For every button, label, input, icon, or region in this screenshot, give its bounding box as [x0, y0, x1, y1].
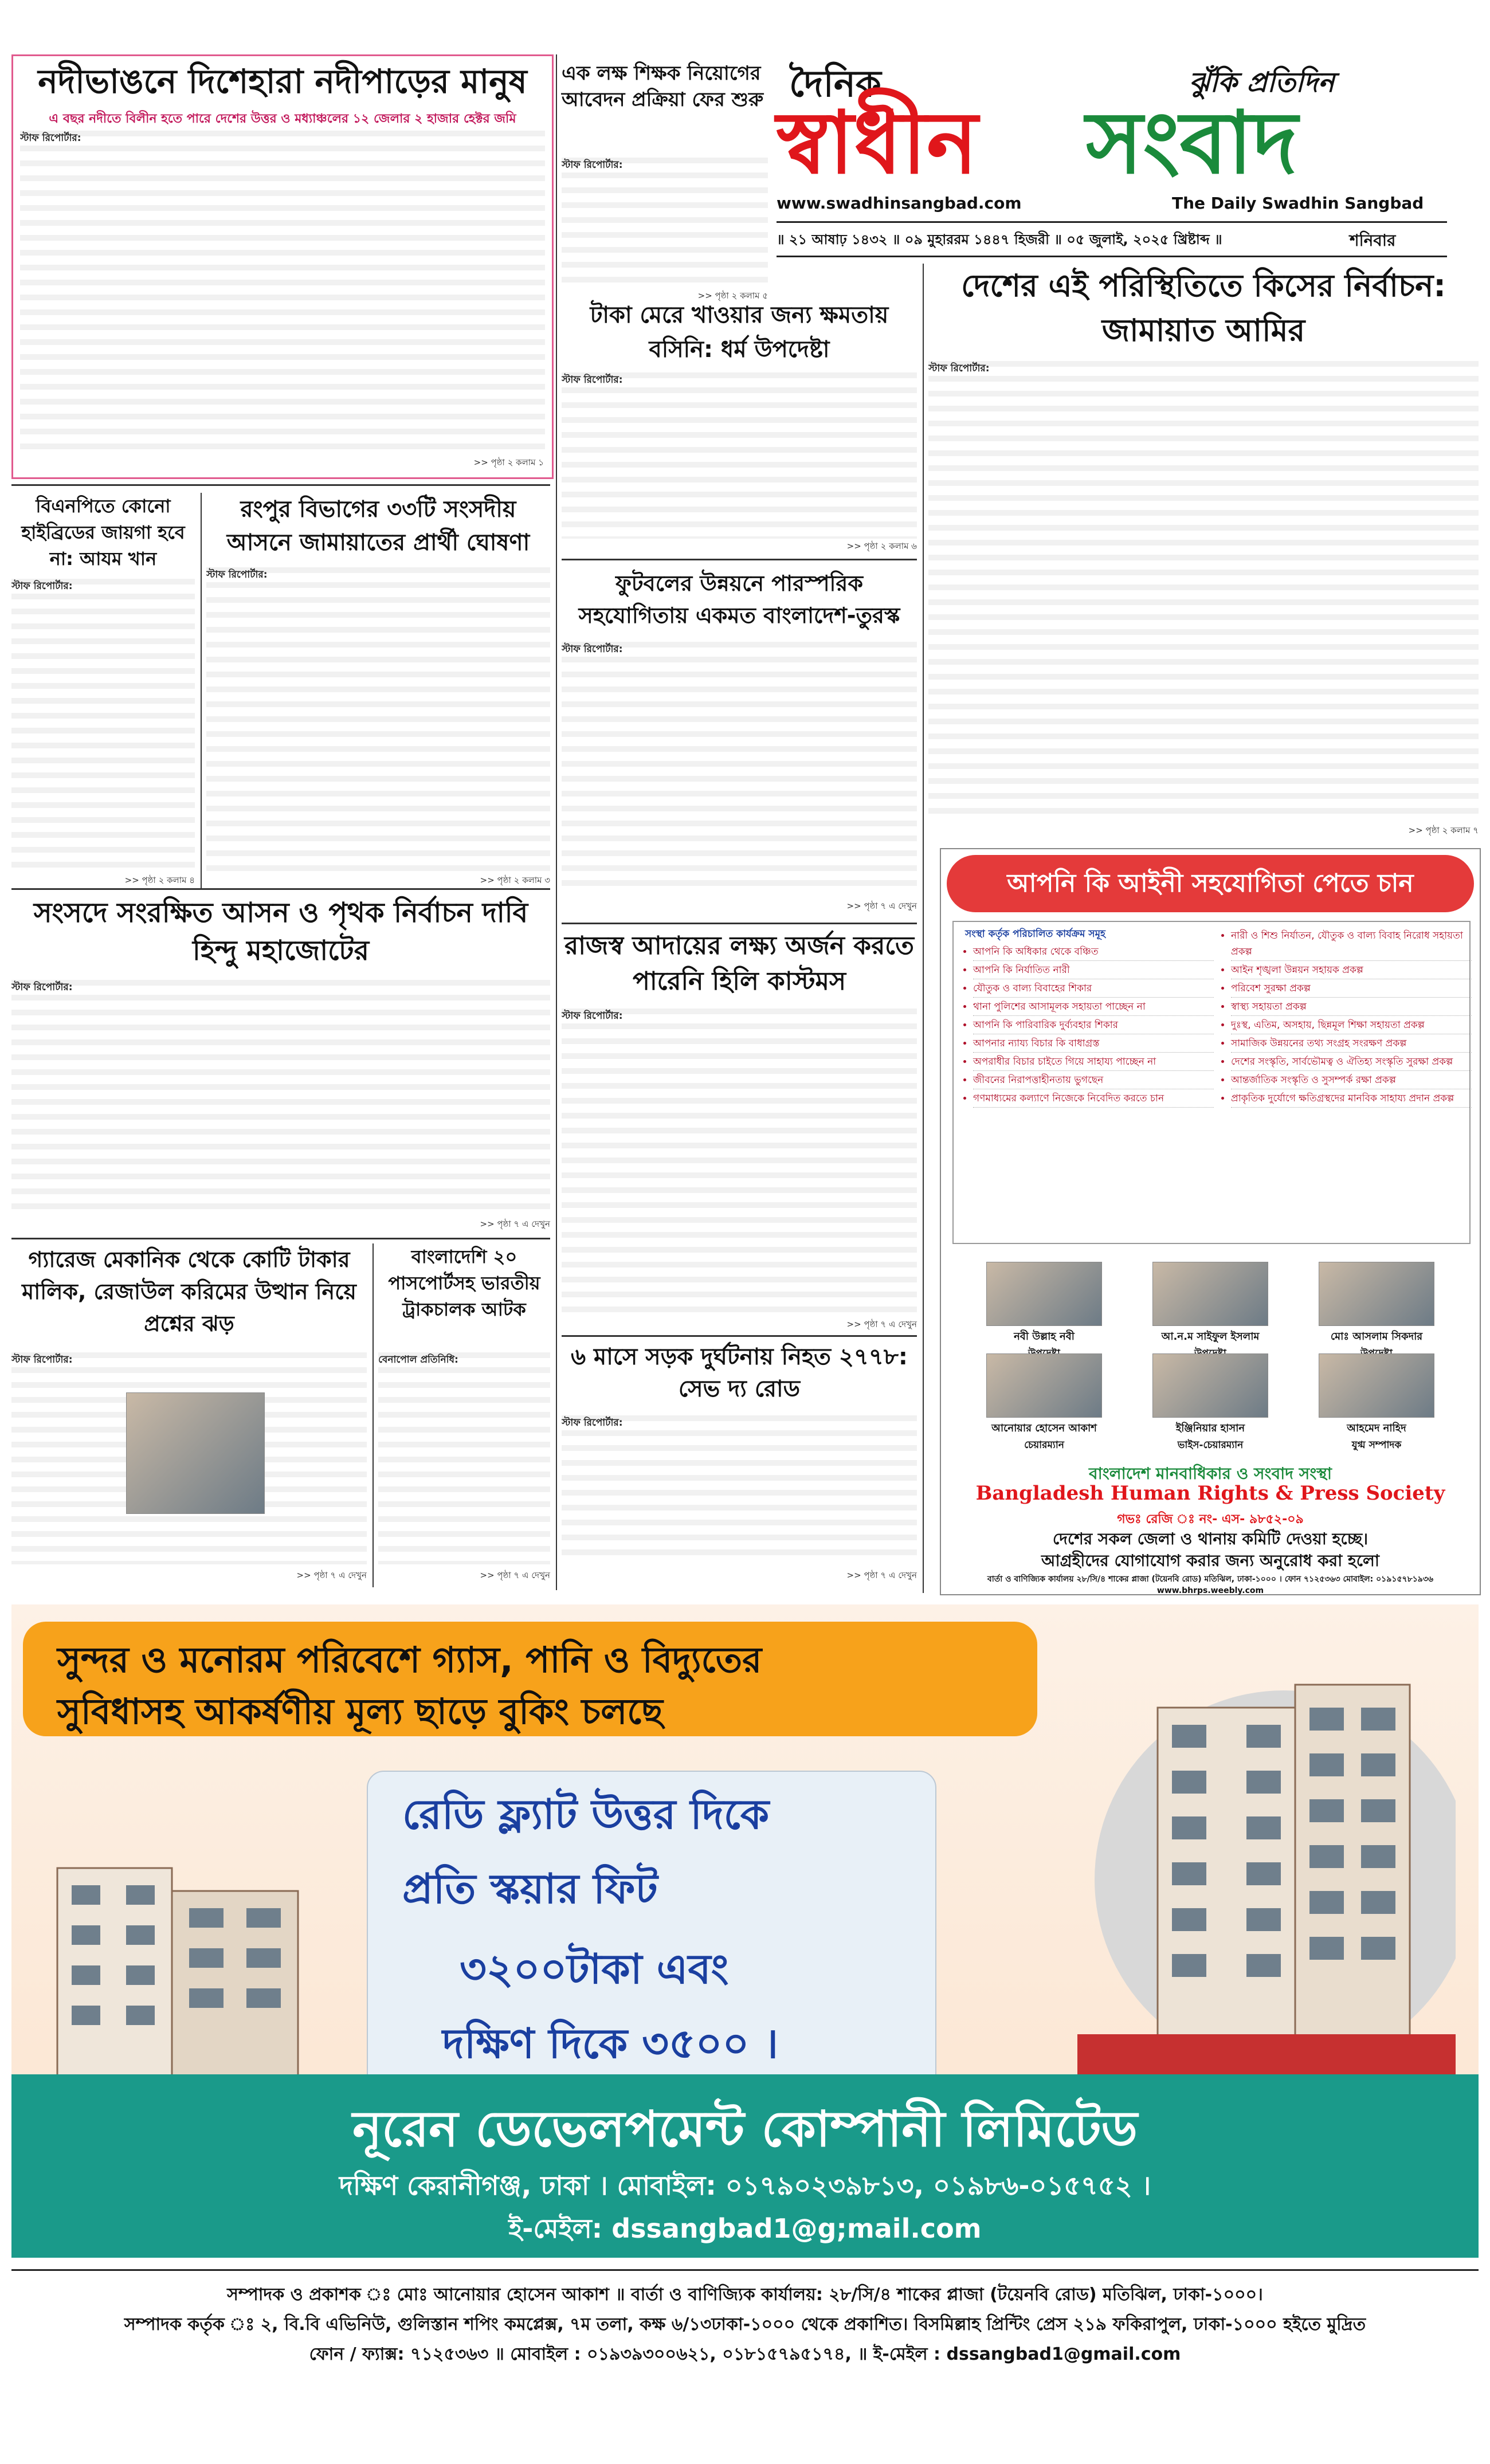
teacher-more[interactable]: >> পৃষ্ঠা ২ কলাম ৫: [697, 291, 768, 301]
hr-banner-text: আপনি কি আইনী সহযোগিতা পেতে চান: [1007, 869, 1414, 898]
adviser-byline: স্টাফ রিপোর্টার:: [562, 374, 623, 386]
realestate-ad: [11, 1604, 1479, 2258]
garage-title[interactable]: গ্যারেজ মেকানিক থেকে কোটি টাকার মালিক, রেজাউল করিমের উত্থান নিয়ে প্রশ্নের ঝড়: [22, 1247, 356, 1336]
adviser-title[interactable]: টাকা মেরে খাওয়ার জন্য ক্ষমতায় বসিনি: ধর্ম উপদেষ্টা: [590, 302, 889, 363]
hr-person-name: আহমেদ নাহিদ: [1347, 1422, 1406, 1434]
road-more[interactable]: >> পৃষ্ঠা ৭ এ দেখুন: [846, 1570, 917, 1580]
article-revenue: [562, 928, 917, 1335]
hr-right-item: • পরিবেশ সুরক্ষা প্রকল্প: [1231, 981, 1472, 998]
teacher-body: [562, 158, 768, 284]
hr-banner: [947, 855, 1474, 912]
hr-person-photo: [986, 1353, 1102, 1418]
human-rights-ad: [940, 848, 1481, 1595]
football-byline: স্টাফ রিপোর্টার:: [562, 644, 623, 655]
realestate-offer1: রেডি ফ্ল্যাট উত্তর দিকে: [402, 1790, 770, 1838]
building-illustration-left: [23, 1845, 344, 2097]
hr-person-card: [1142, 1262, 1279, 1365]
river-title[interactable]: নদীভাঙনে দিশেহারা নদীপাড়ের মানুষ: [38, 62, 527, 101]
garage-more[interactable]: >> পৃষ্ঠা ৭ এ দেখুন: [296, 1570, 367, 1580]
passport-title[interactable]: বাংলাদেশি ২০ পাসপোর্টসহ ভারতীয় ট্রাকচালক আটক: [388, 1246, 540, 1320]
teacher-title[interactable]: এক লক্ষ শিক্ষক নিয়োগের আবেদন প্রক্রিয়া ফের শুরু: [562, 62, 764, 111]
river-subtitle: এ বছর নদীতে বিলীন হতে পারে দেশের উত্তর ও মধ্যাঞ্চলের ১২ জেলার ২ হাজার হেক্টর জমি: [49, 112, 516, 126]
hr-web[interactable]: www.bhrps.weebly.com: [1156, 1586, 1264, 1595]
football-more[interactable]: >> পৃষ্ঠা ৭ এ দেখুন: [846, 901, 917, 911]
rangpur-body: [206, 567, 550, 871]
article-road: [562, 1341, 917, 1587]
hr-person-role: যুগ্ম সম্পাদক: [1351, 1439, 1402, 1451]
hr-contact: [947, 1572, 1474, 1595]
hr-person-role: চেয়ারম্যান: [1024, 1439, 1064, 1451]
hr-left-item: • আপনি কি অধিকার থেকে বঞ্চিত: [973, 944, 1214, 961]
hr-person-photo: [1319, 1262, 1434, 1326]
hr-person-card: [1308, 1353, 1445, 1457]
hr-person-name: মোঃ আসলাম সিকদার: [1330, 1331, 1423, 1343]
masthead-tagline: ঝুঁকি প্রতিদিন: [1189, 66, 1335, 99]
hr-person-photo: [986, 1262, 1102, 1326]
realestate-headline-box: [23, 1622, 1037, 1736]
article-adviser: [562, 298, 917, 550]
article-river: [11, 54, 554, 479]
jamaat-body: [928, 361, 1479, 819]
hr-contact-text: বার্তা ও বাণিজ্যিক কার্যালয় ২৮/সি/৪ শাকের প্লাজা (টয়েনবি রোড) মতিঝিল, ঢাকা-১০০০ । ফোন ৭১২৫৩৬৩ মোবাইল: ০১৯১৫৭৮১৯৩৬: [987, 1575, 1434, 1584]
hr-org-en: Bangladesh Human Rights & Press Society: [975, 1482, 1445, 1505]
river-body: [20, 131, 545, 452]
road-body: [562, 1415, 917, 1564]
masthead-name-left: স্বাধীন: [777, 93, 978, 193]
hr-left-item: • যৌতুক ও বাল্য বিবাহের শিকার: [973, 981, 1214, 998]
hr-right-item: • নারী ও শিশু নির্যাতন, যৌতুক ও বাল্য বিবাহ নিরোধ সহায়তা প্রকল্প: [1231, 928, 1472, 961]
jamaat-more[interactable]: >> পৃষ্ঠা ২ কলাম ৭: [1408, 825, 1479, 835]
hr-right-item: • দেশের সংস্কৃতি, সার্বভৌমত্ব ও ঐতিহ্য সংস্কৃতি সুরক্ষা প্রকল্প: [1231, 1054, 1472, 1071]
hr-list-box: [952, 921, 1471, 1244]
hindu-body: [11, 980, 550, 1215]
revenue-byline: স্টাফ রিপোর্টার:: [562, 1010, 623, 1022]
article-garage: [11, 1243, 367, 1587]
river-more[interactable]: >> পৃষ্ঠা ২ কলাম ১: [473, 457, 544, 468]
hr-org-bn: বাংলাদেশ মানবাধিকার ও সংবাদ সংস্থা: [1089, 1464, 1332, 1483]
revenue-more[interactable]: >> পৃষ্ঠা ৭ এ দেখুন: [846, 1319, 917, 1329]
hr-right-item: • সামাজিক উন্নয়নের তথ্য সংগ্রহ সংরক্ষণ প্রকল্প: [1231, 1036, 1472, 1053]
article-rangpur: [206, 493, 550, 894]
hr-left-item: • গণমাধ্যমের কল্যাণে নিজেকে নিবেদিত করতে চান: [973, 1091, 1214, 1108]
football-title[interactable]: ফুটবলের উন্নয়নে পারস্পরিক সহযোগিতায় একমত বাংলাদেশ-তুরস্ক: [578, 571, 900, 628]
hr-right-item: • প্রাকৃতিক দুর্যোগে ক্ষতিগ্রস্থদের মানবিক সাহায্য প্রদান প্রকল্প: [1231, 1091, 1472, 1108]
building-illustration: [1077, 1662, 1456, 2086]
hindu-title[interactable]: সংসদে সংরক্ষিত আসন ও পৃথক নির্বাচন দাবি হিন্দু মহাজোটের: [33, 897, 528, 967]
passport-byline: বেনাপোল প্রতিনিধি:: [378, 1354, 458, 1366]
hr-right-item: • আইন শৃঙ্খলা উন্নয়ন সহায়ক প্রকল্প: [1231, 963, 1472, 979]
hr-list-title: সংস্থা কর্তৃক পরিচালিত কার্যক্রম সমূহ: [965, 928, 1105, 940]
football-body: [562, 642, 917, 894]
hr-person-photo: [1152, 1262, 1268, 1326]
masthead-website[interactable]: www.swadhinsangbad.com: [777, 194, 1022, 213]
footer-line2: সম্পাদক কর্তৃক ঃ ২, বি.বি এভিনিউ, গুলিস্তান শপিং কমপ্লেক্স, ৭ম তলা, কক্ষ ৬/১৩ঢাকা-১০০০ থেকে প্রকাশিত। বিসমিল্লাহ প্রিন্টিং প্রেস ২১৯ ফকিরাপুল, ঢাকা-১০০০ হইতে মুদ্রিত: [124, 2314, 1366, 2334]
revenue-body: [562, 1009, 917, 1312]
hr-right-item: • দুঃস্থ, এতিম, অসহায়, ছিন্নমূল শিক্ষা সহায়তা প্রকল্প: [1231, 1018, 1472, 1034]
hr-left-item: • জীবনের নিরাপত্তাহীনতায় ভুগছেন: [973, 1073, 1214, 1089]
hr-left-item: • থানা পুলিশের আসামূলক সহায়তা পাচ্ছেন না: [973, 999, 1214, 1016]
hr-person-name: আনোয়ার হোসেন আকাশ: [991, 1422, 1097, 1434]
hr-person-photo: [1319, 1353, 1434, 1418]
hr-line1: দেশের সকল জেলা ও থানায় কমিটি দেওয়া হচ্ছে।: [1052, 1529, 1369, 1548]
adviser-more[interactable]: >> পৃষ্ঠা ২ কলাম ৬: [846, 541, 917, 551]
realestate-address: দক্ষিণ কেরানীগঞ্জ, ঢাকা । মোবাইল: ০১৭৯০২৩৯৮১৩, ০১৯৮৬-০১৫৭৫২ ।: [339, 2170, 1151, 2201]
hr-line2: আগ্রহীদের যোগাযোগ করার জন্য অনুরোধ করা হলো: [1041, 1551, 1379, 1570]
realestate-company-box: [11, 2074, 1479, 2258]
masthead-day: শনিবার: [1350, 231, 1396, 250]
hr-person-name: ইঞ্জিনিয়ার হাসান: [1175, 1422, 1245, 1434]
hr-person-photo: [1152, 1353, 1268, 1418]
article-passport: [378, 1243, 550, 1587]
passport-body: [378, 1352, 550, 1564]
hr-person-role: ভাইস-চেয়ারম্যান: [1177, 1439, 1244, 1451]
bnp-title[interactable]: বিএনপিতে কোনো হাইব্রিডের জায়গা হবে না: আযম খান: [21, 495, 185, 570]
river-byline: স্টাফ রিপোর্টার:: [20, 132, 81, 144]
jamaat-title[interactable]: দেশের এই পরিস্থিতিতে কিসের নির্বাচন: জামায়াত আমির: [961, 268, 1446, 348]
realestate-offer3: ৩২০০টাকা এবং: [460, 1945, 729, 1993]
hr-person-card: [1142, 1353, 1279, 1457]
masthead-daily: দৈনিক: [789, 63, 881, 105]
rangpur-title[interactable]: রংপুর বিভাগের ৩৩টি সংসদীয় আসনে জামায়াতের প্রার্থী ঘোষণা: [226, 496, 530, 556]
rangpur-more[interactable]: >> পৃষ্ঠা ২ কলাম ৩: [480, 875, 550, 885]
footer-line3: ফোন / ফ্যাক্স: ৭১২৫৩৬৩ ॥ মোবাইল : ০১৯৩৯৩০০৬২১, ০১৮১৫৭৯৫১৭৪, ॥ ই-মেইল : dssangbad1@gmail.com: [309, 2344, 1181, 2364]
realestate-headline2: সুবিধাসহ আকর্ষণীয় মূল্য ছাড়ে বুকিং চলছে: [57, 1690, 663, 1732]
passport-more[interactable]: >> পৃষ্ঠা ৭ এ দেখুন: [480, 1570, 550, 1580]
hr-person-name: আ.ন.ম সাইফুল ইসলাম: [1161, 1331, 1260, 1343]
realestate-headline1: সুন্দর ও মনোরম পরিবেশে গ্যাস, পানি ও বিদ্যুতের: [57, 1639, 762, 1681]
garage-photo: [126, 1392, 265, 1514]
realestate-offer2: প্রতি স্কয়ার ফিট: [402, 1865, 658, 1913]
hr-right-item: • স্বাস্থ্য সহায়তা প্রকল্প: [1231, 999, 1472, 1016]
road-byline: স্টাফ রিপোর্টার:: [562, 1417, 623, 1429]
teacher-byline: স্টাফ রিপোর্টার:: [562, 159, 623, 171]
hr-person-name: নবী উল্লাহ নবী: [1014, 1331, 1075, 1343]
hindu-more[interactable]: >> পৃষ্ঠা ৭ এ দেখুন: [480, 1219, 550, 1229]
hr-left-list: [959, 943, 1214, 1109]
masthead-english-name: The Daily Swadhin Sangbad: [1172, 194, 1424, 213]
footer: [11, 2269, 1479, 2453]
hr-person-card: [975, 1353, 1113, 1457]
realestate-offer-box: [367, 1771, 936, 2094]
article-jamaat: [928, 264, 1479, 842]
realestate-company: নূরেন ডেভেলপমেন্ট কোম্পানী লিমিটেড: [352, 2101, 1138, 2158]
garage-byline: স্টাফ রিপোর্টার:: [11, 1354, 73, 1366]
hr-person-card: [1308, 1262, 1445, 1365]
masthead-name-right: সংবাদ: [1086, 93, 1298, 193]
bnp-byline: স্টাফ রিপোর্টার:: [11, 580, 73, 592]
adviser-body: [562, 372, 917, 539]
hr-left-item: • আপনি কি নির্যাতিত নারী: [973, 963, 1214, 979]
hr-reg: গভঃ রেজি ঃ নং- এস- ৯৮৫২-০৯: [1117, 1512, 1304, 1527]
hr-right-item: • আন্তর্জাতিক সংস্কৃতি ও সুসম্পর্ক রক্ষা প্রকল্প: [1231, 1073, 1472, 1089]
jamaat-byline: স্টাফ রিপোর্টার:: [928, 363, 990, 374]
masthead-date-line: ॥ ২১ আষাঢ় ১৪৩২ ॥ ০৯ মুহাররম ১৪৪৭ হিজরী ॥ ০৫ জুলাই, ২০২৫ খ্রিষ্টাব্দ ॥: [777, 232, 1222, 248]
rangpur-byline: স্টাফ রিপোর্টার:: [206, 569, 268, 580]
hindu-byline: স্টাফ রিপোর্টার:: [11, 982, 73, 993]
realestate-email[interactable]: ই-মেইল: dssangbad1@g;mail.com: [508, 2213, 982, 2244]
hr-right-list: [1217, 927, 1472, 1109]
hr-left-item: • আপনি কি পারিবারিক দুর্ব্যবহার শিকার: [973, 1018, 1214, 1034]
bnp-more[interactable]: >> পৃষ্ঠা ২ কলাম ৪: [124, 875, 195, 885]
article-bnp: [11, 493, 195, 894]
hr-left-item: • আপনার ন্যায্য বিচার কি বাধাগ্রস্ত: [973, 1036, 1214, 1053]
revenue-title[interactable]: রাজস্ব আদায়ের লক্ষ্য অর্জন করতে পারেনি হিলি কাস্টমস: [564, 931, 914, 996]
article-hindu: [11, 894, 550, 1238]
hr-person-card: [975, 1262, 1113, 1365]
article-football: [562, 567, 917, 923]
hr-left-item: • অপরাধীর বিচার চাইতে গিয়ে সাহায্য পাচ্ছেন না: [973, 1054, 1214, 1071]
footer-line1: সম্পাদক ও প্রকাশক ঃ মোঃ আনোয়ার হোসেন আকাশ ॥ বার্তা ও বাণিজ্যিক কার্যালয়: ২৮/সি/৪ শাকের প্লাজা (টয়েনবি রোড) মতিঝিল, ঢাকা-১০০০।: [227, 2285, 1263, 2305]
bnp-body: [11, 579, 195, 871]
road-title[interactable]: ৬ মাসে সড়ক দুর্ঘটনায় নিহত ২৭৭৮: সেভ দ্য রোড: [571, 1344, 908, 1402]
realestate-offer4: দক্ষিণ দিকে ৩৫০০ ।: [442, 2019, 779, 2067]
